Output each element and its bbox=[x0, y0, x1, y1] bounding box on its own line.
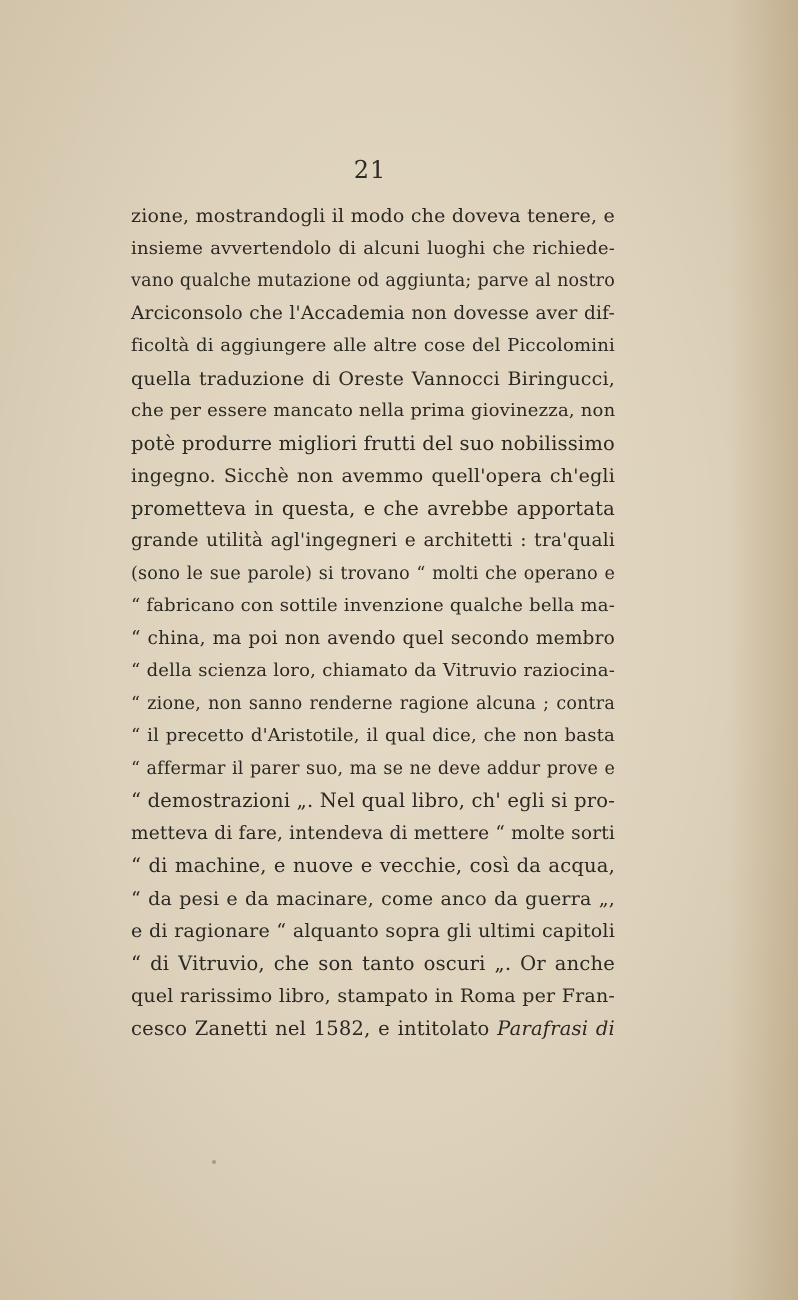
text-line: “ fabricano con sottile invenzione qualche bella ma- bbox=[131, 595, 615, 616]
text-line: “ il precetto d'Aristotile, il qual dice, che non basta bbox=[131, 725, 615, 746]
text-line: zione, mostrandogli il modo che doveva tenere, e bbox=[131, 205, 615, 227]
text-line: “ della scienza loro, chiamato da Vitruvio raziocina- bbox=[131, 660, 615, 681]
text-line: che per essere mancato nella prima giovinezza, non bbox=[131, 400, 616, 421]
text-line: “ demostrazioni „. Nel qual libro, ch' egli si pro- bbox=[131, 789, 616, 812]
text-line: “ china, ma poi non avendo quel secondo membro bbox=[131, 627, 615, 649]
text-line: Arciconsolo che l'Accademia non dovesse aver dif- bbox=[131, 302, 615, 324]
text-line: e di ragionare “ alquanto sopra gli ultimi capitoli bbox=[131, 920, 615, 942]
text-line: quel rarissimo libro, stampato in Roma per Fran- bbox=[131, 985, 615, 1007]
text-line: “ di Vitruvio, che son tanto oscuri „. Or anche bbox=[131, 951, 615, 975]
text-line: metteva di fare, intendeva di mettere “ molte sorti bbox=[131, 822, 615, 844]
text-line: grande utilità agl'ingegneri e architetti : tra'quali bbox=[131, 530, 615, 551]
text-line: “ affermar il parer suo, ma se ne deve addur prove e bbox=[131, 758, 615, 779]
text-line: potè produrre migliori frutti del suo nobilissimo bbox=[131, 431, 615, 455]
text-line: “ di machine, e nuove e vecchie, così da acqua, bbox=[131, 854, 615, 877]
paper-speck bbox=[212, 1160, 216, 1164]
page-number: 21 bbox=[353, 156, 387, 184]
text-line: vano qualche mutazione od aggiunta; parve al nostro bbox=[131, 271, 615, 291]
text-line-last bbox=[131, 1013, 615, 1046]
body-text bbox=[131, 200, 615, 1045]
text-line: ficoltà di aggiungere alle altre cose del Piccolomini bbox=[131, 335, 615, 356]
text-line: “ zione, non sanno renderne ragione alcuna ; contra bbox=[131, 693, 615, 714]
page-edge-shadow bbox=[728, 0, 798, 1300]
text-line-last-roman: cesco Zanetti nel 1582, e intitolato bbox=[131, 1016, 490, 1040]
text-line: ingegno. Sicchè non avemmo quell'opera ch'egli bbox=[131, 465, 615, 487]
text-line: prometteva in questa, e che avrebbe apportata bbox=[131, 496, 615, 520]
text-line: “ da pesi e da macinare, come anco da guerra „, bbox=[131, 887, 615, 910]
text-line: quella traduzione di Oreste Vannocci Biringucci, bbox=[131, 367, 615, 390]
book-title-italic: Parafrasi di bbox=[497, 1016, 615, 1040]
text-line: insieme avvertendolo di alcuni luoghi che richiede- bbox=[131, 237, 615, 259]
text-line: (sono le sue parole) si trovano “ molti che operano e bbox=[131, 563, 615, 584]
